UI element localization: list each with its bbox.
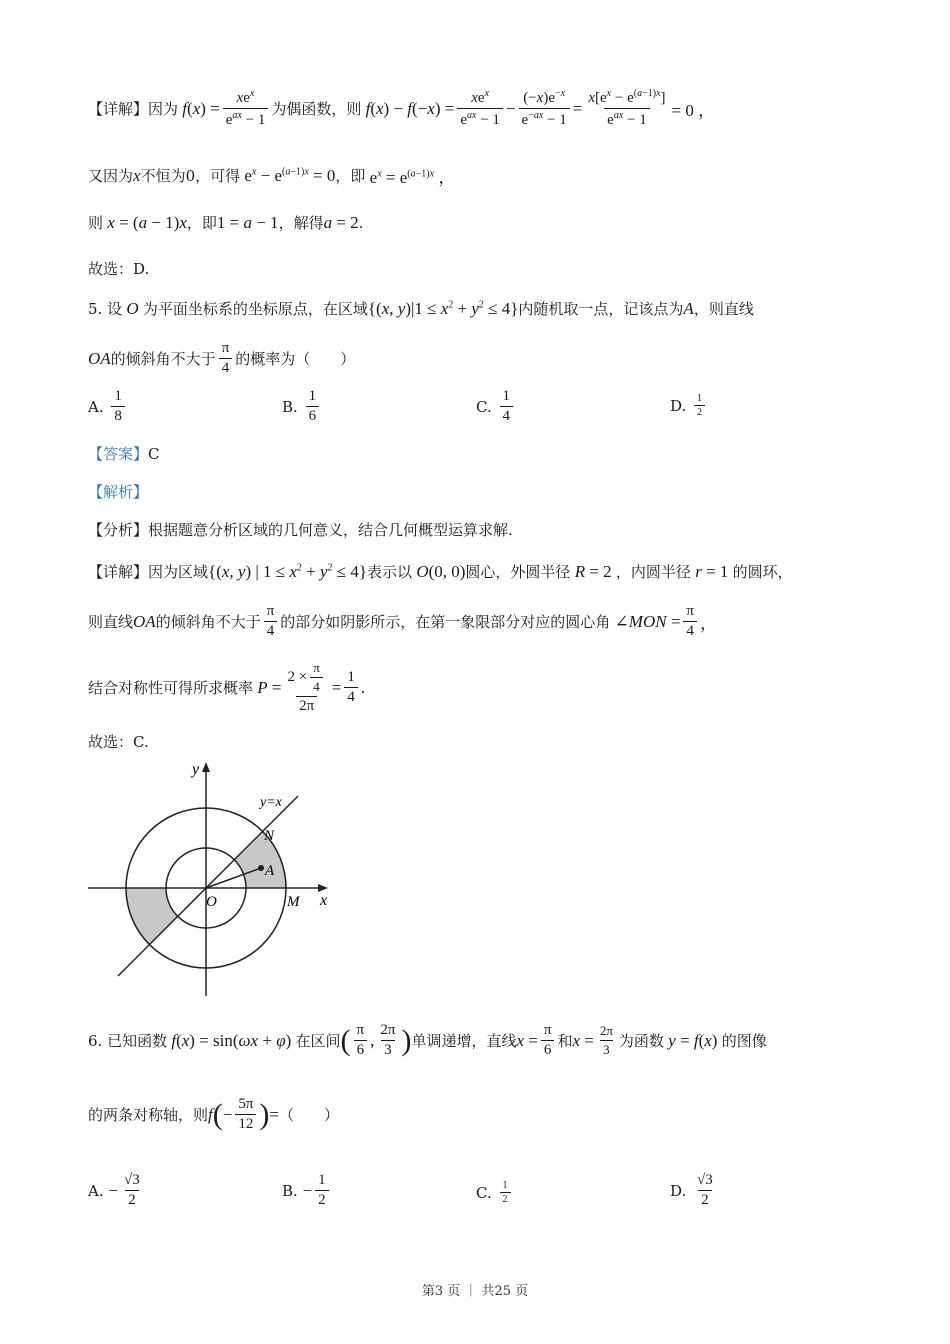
page-footer: 第3 页 ｜ 共25 页 xyxy=(421,1284,529,1299)
q6-option-c[interactable]: C. $\frac{1}{2}$ xyxy=(476,1180,514,1205)
fenxi5: 【分析】 根据题意分析区域的几何意义，结合几何概型运算求解. xyxy=(88,521,513,539)
math-fx: f(x) = xyxy=(182,98,220,118)
analysis-label: 【解析】 xyxy=(88,483,149,501)
point-n-label: N xyxy=(264,828,275,844)
detail4-line3: 则 x = (a − 1)x ，即 1 = a − 1 ，解得 a = 2 . xyxy=(88,212,364,232)
q5-option-b[interactable]: B. $\frac{1}{6}$ xyxy=(282,388,322,425)
q6-line1: 6. 已知函数 f(x) = sin(ωx + φ) 在区间 ( $\frac{\pi}{6}$ , $\frac{2\pi}{3}$ ) 单调递增，直线 x = $\frac{\pi}{6}$ 和 x = $\frac{2\pi}{3}$ 为函数 y = f(x) 的图像 xyxy=(88,1022,767,1058)
y-axis-label: y xyxy=(192,761,200,778)
point-m-label: M xyxy=(287,894,300,910)
fraction: $\frac{xe^x}{e^{ax} - 1}$ xyxy=(223,88,269,129)
q5-line2: OA 的倾斜角不大于 $\frac{\pi}{4}$ 的概率为（ ） xyxy=(88,340,356,376)
q5-option-c[interactable]: C. $\frac{1}{4}$ xyxy=(476,388,516,425)
q6-option-a[interactable]: A. − $\frac{√3}{2}$ xyxy=(88,1172,140,1208)
fraction: $\frac{x[e^x - e^{(a-1)x}]}{e^{ax} - 1}$ xyxy=(588,88,666,128)
origin-label: O xyxy=(206,894,217,910)
detail5-line2: 则直线 OA 的倾斜角不大于 $\frac{\pi}{4}$ 的部分如阴影所示，在第一象限部分对应的圆心角 ∠MON = $\frac{\pi}{4}$ ， xyxy=(88,603,717,639)
shaded-region-third-quadrant xyxy=(126,888,178,945)
detail5-line3: 结合对称性可得所求概率 P = 2 × $\frac{\pi}{4}$ 2π = $\frac{1}{4}$ . xyxy=(88,660,366,714)
fraction: $\frac{xe^x}{e^{ax} - 1}$ xyxy=(457,88,503,129)
detail4-line1: 【详解】 因为 f(x) = $\frac{xe^x}{e^{ax} - 1}$ 为偶函数，则 f(x) − f(−x) = $\frac{xe^x}{e^{ax} - 1}$ − $\frac{(-x)e^{-x}}{e^{-ax} - 1}$ = $\frac{x[e^x - e^{(a-1)x}]}{e^{ax} - 1}$ = 0 ， xyxy=(88,88,716,128)
answer-label: 【答案】 xyxy=(88,445,149,463)
q6-option-d[interactable]: D. $\frac{√3}{2}$ xyxy=(670,1172,713,1208)
x-axis-label: x xyxy=(320,892,328,909)
point-a xyxy=(258,865,264,871)
q6-option-b[interactable]: B. − $\frac{1}{2}$ xyxy=(282,1172,332,1209)
shaded-region-first-quadrant xyxy=(234,831,286,888)
x-axis-arrow xyxy=(318,884,328,892)
detail4-line2: 又因为 x 不恒为0，可得 $e^x - e^{(a-1)x} = 0$ ，即 $e^x = e^{(a-1)x}$ ， xyxy=(88,165,456,187)
line-label: y=x xyxy=(260,795,282,810)
q6-line2: 的两条对称轴，则 f ( − $\frac{5\pi}{12}$ ) = （ ） xyxy=(88,1096,340,1132)
detail5-line1: 【详解】 因为区域 {(x, y) | $1 \le x^2 + y^2 \le 4$} 表示以 O(0, 0) 圆心，外圆半径 R = 2 ，内圆半径 r = 1 的圆环， xyxy=(88,561,793,581)
fraction: $\frac{\pi}{4}$ xyxy=(219,340,233,377)
math-expr: f(x) − f(−x) = xyxy=(365,98,455,118)
annulus-figure xyxy=(88,760,338,1000)
q5-option-d[interactable]: D. $\frac{1}{2}$ xyxy=(670,393,708,418)
point-a-label: A xyxy=(265,863,275,879)
answer5 xyxy=(88,443,160,464)
answer-value: C xyxy=(148,444,160,463)
q5-option-a[interactable]: A. $\frac{1}{8}$ xyxy=(88,388,128,425)
choose5: 故选：C. xyxy=(88,733,149,751)
fraction: $\frac{(-x)e^{-x}}{e^{-ax} - 1}$ xyxy=(519,88,570,129)
choose4: 故选：D. xyxy=(88,260,150,278)
y-axis-arrow xyxy=(202,762,210,772)
q5-line1: 5. 设 O 为平面坐标系的坐标原点，在区域 {(x, $y)|1 \le x^2 + y^2 \le 4$} 内随机取一点，记该点为 A ，则直线 xyxy=(88,298,754,318)
detail-label: 【详解】 xyxy=(88,100,149,118)
